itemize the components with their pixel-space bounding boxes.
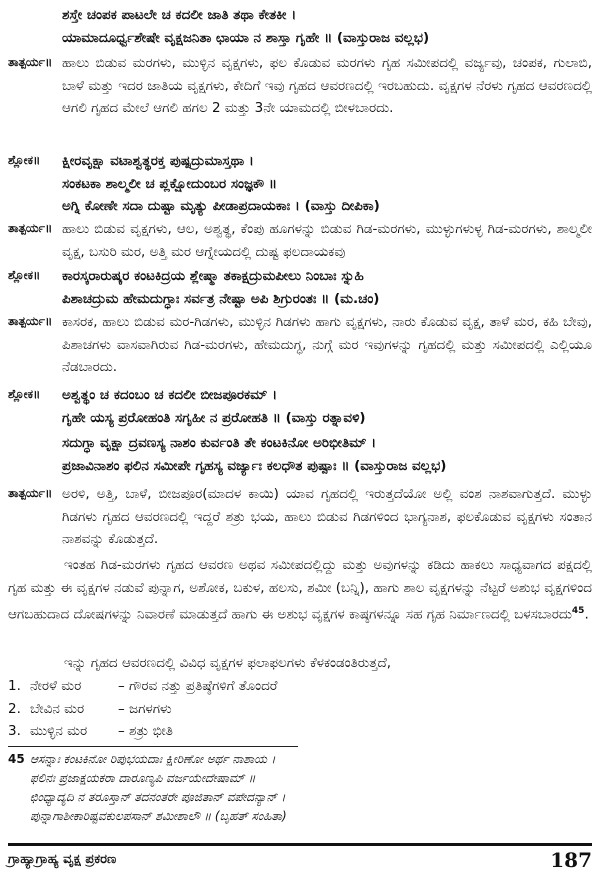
shloka-1 [0, 150, 592, 218]
footnote [8, 750, 287, 826]
tatparya-text: ಹಾಲು ಬಿಡುವ ವೃಕ್ಷಗಳು, ಆಲ, ಅಶ್ವತ್ಥ, ಕೆಂಪು ಹೂಗಳನ್ನು ಬಿಡುವ ಗಿಡ-ಮರಗಳು, ಮುಳ್ಳುಗಳುಳ್ಳ ಗಿಡ-ಮರಗಳು, ಶಾಲ್ಮಲೀ ವೃಕ್ಷ, ಬಸುರಿ ಮರ, ಅತ್ತಿ ಮರ ಆಗ್ನೇಯದಲ್ಲಿ ದುಷ್ಟ ಫಲದಾಯಕವು [62, 221, 592, 260]
verse-line: ಯಾಮಾದೂರ್ಧ್ವಶೇಷೇ ವೃಕ್ಷಜನಿತಾ ಛಾಯಾ ನ ಶಾಸ್ತಾ ಗೃಹೇ ॥ (ವಾಸ್ತುರಾಜ ವಲ್ಲಭ) [62, 29, 430, 46]
verse-line: ಪ್ರಜಾವಿನಾಶಂ ಫಲಿನ ಸಮೀಪೇ ಗೃಹಸ್ಯ ವರ್ಜ್ಯಾಃ ಕಲಧೌತ ಪುಷ್ಪಾಃ ॥ (ವಾಸ್ತುರಾಜ ವಲ್ಲಭ) [62, 457, 447, 474]
footnote-line: ಫಲಿನಃ ಪ್ರಜಾಕ್ಷಯಕರಾ ದಾರೂಣ್ಯಪಿ ವರ್ಜಯೇದೇಷಾಮ್ ॥ [30, 771, 256, 785]
verse-line: ಅಶ್ವತ್ಥಂ ಚ ಕದಂಬಂ ಚ ಕದಲೀ ಬೀಜಪೂರಕಮ್ । [62, 387, 278, 403]
footnote-line: ಛಿಂಧ್ಯಾದ್ಯದಿ ನ ತರೂಸ್ತಾನ್ ತದನಂತರೇ ಪೂಜಿತಾನ್ ವಪೇದನ್ಯಾನ್ । [30, 790, 286, 804]
tatparya-text: ಅರಳಿ, ಅತ್ತಿ, ಬಾಳೆ, ಬೀಜಪೂರ(ಮಾದಳ ಕಾಯಿ) ಯಾವ ಗೃಹದಲ್ಲಿ ಇರುತ್ತದೆಯೋ ಅಲ್ಲಿ ವಂಶ ನಾಶವಾಗುತ್ತದೆ. ಮುಳ್ಳು ಗಿಡಗಳು ಗೃಹದ ಆವರಣದಲ್ಲಿ ಇದ್ದರೆ ಶತ್ರು ಭಯ, ಹಾಲು ಬಿಡುವ ಗಿಡಗಳಿಂದ ಭಾಗ್ಯನಾಶ, ಫಲಕೊಡುವ ವೃಕ್ಷಗಳು ಸಂತಾನ ನಾಶವನ್ನು ಕೊಡುತ್ತದೆ. [62, 486, 592, 547]
paragraph-text: ಇಂತಹ ಗಿಡ-ಮರಗಳು ಗೃಹದ ಆವರಣ ಅಥವ ಸಮೀಪದಲ್ಲಿದ್ದು ಮತ್ತು ಅವುಗಳನ್ನು ಕಡಿದು ಹಾಕಲು ಸಾಧ್ಯವಾಗದ ಪಕ್ಷದಲ್ಲಿ ಗೃಹ ಮತ್ತು ಈ ವೃಕ್ಷಗಳ ನಡುವೆ ಪುನ್ನಾಗ, ಅಶೋಕ, ಬಕುಳ, ಹಲಸು, ಶಮೀ (ಬನ್ನಿ), ಹಾಗು ಶಾಲ ವೃಕ್ಷಗಳನ್ನು ನೆಟ್ಟರೆ ಅಶುಭ ವೃಕ್ಷಗಳಿಂದ ಆಗಬಹುದಾದ ದೋಷಗಳನ್ನು ನಿವಾರಣೆ ಮಾಡುತ್ತದೆ ಹಾಗು ಈ ಅಶುಭ ವೃಕ್ಷಗಳ ಕಾಷ್ಠಗಳನ್ನೂ ಸಹ ಗೃಹ ನಿರ್ಮಾಣದಲ್ಲಿ ಬಳಸಬಾರದು [8, 557, 592, 623]
list-item [8, 723, 277, 746]
verse-line: ಪಿಶಾಚದ್ರುಮ ಹೇಮದುಗ್ಧಾಃ ಸರ್ವತ್ರ ನೇಷ್ಟಾ ಅಪಿ ಶಿಗ್ರುರಂತಃ ॥ (ಮ.ಚಂ) [62, 290, 380, 307]
shloka-2 [0, 265, 592, 310]
verse-line: ಕಾರಸ್ಕರಾರುಷ್ಕರ ಕಂಟಕಿದ್ರಯ ಶ್ಲೇಷ್ಮಾ ತಕಾಕ್ಷದ್ರುಮಪೀಲು ನಿಂಬಾಃ ಸ್ನುಹಿ [62, 268, 364, 284]
chapter-title: ಗ್ರಾಹ್ಯಾಗ್ರಾಹ್ಯ ವೃಕ್ಷ ಪ್ರಕರಣ [8, 852, 117, 867]
tatparya-1 [0, 52, 592, 120]
footer-divider [8, 843, 592, 846]
page-number: 187 [550, 848, 592, 872]
shloka-3 [0, 384, 592, 477]
tatparya-2 [0, 218, 592, 263]
paragraph-intro: ಇನ್ನು ಗೃಹದ ಆವರಣದಲ್ಲಿ ವಿವಿಧ ವೃಕ್ಷಗಳ ಫಲಾಫಲಗಳು ಕೆಳಕಂಡಂತಿರುತ್ತದೆ, [64, 655, 392, 671]
tatparya-label: ತಾತ್ಪರ್ಯ॥ [8, 486, 53, 500]
verse-line: ಸದುಗ್ಧಾ ವೃಕ್ಷಾ ದ್ರವಣಸ್ಯ ನಾಶಂ ಕುರ್ವಂತಿ ತೇ ಕಂಟಕಿನೋ ಅರಿಭೀತಿಮ್ । [62, 435, 377, 451]
footnote-divider [8, 746, 298, 747]
item-number: 1. [8, 678, 21, 694]
list-item [8, 678, 277, 701]
tatparya-text: ಕಾಸರಕ, ಹಾಲು ಬಿಡುವ ಮರ-ಗಿಡಗಳು, ಮುಳ್ಳಿನ ಗಿಡಗಳು ಹಾಗು ವೃಕ್ಷಗಳು, ನಾರು ಕೊಡುವ ವೃಕ್ಷ, ತಾಳೆ ಮರ, ಕಹಿ ಬೇವು, ಪಿಶಾಚಗಳು ವಾಸವಾಗಿರುವ ಗಿಡ-ಮರಗಳು, ಹೇಮದುಗ್ಧ, ನುಗ್ಗೆ ಮರ ಇವುಗಳನ್ನು ಗೃಹದಲ್ಲಿ ಮತ್ತು ಸಮೀಪದಲ್ಲಿ ಎಲ್ಲಿಯೂ ನೆಡಬಾರದು. [62, 314, 592, 375]
tree-effect: – ಗೌರವ ನತ್ತು ಪ್ರತಿಷ್ಠೆಗಳಿಗೆ ತೊಂದರೆ [118, 678, 278, 694]
tatparya-text: ಹಾಲು ಬಿಡುವ ಮರಗಳು, ಮುಳ್ಳಿನ ವೃಕ್ಷಗಳು, ಫಲ ಕೊಡುವ ಮರಗಳು ಗೃಹ ಸಮೀಪದಲ್ಲಿ ವರ್ಜ್ಯವು, ಚಂಪಕ, ಗುಲಾಬಿ, ಬಾಳೆ ಮತ್ತು ಇದರ ಜಾತಿಯ ವೃಕ್ಷಗಳು, ಕೇದಿಗೆ ಇವು ಗೃಹದ ಆವರಣದಲ್ಲಿ ಇರಬಹುದು. ವೃಕ್ಷಗಳ ನೆರಳು ಗೃಹದ ಆವರಣದಲ್ಲಿ ಆಗಲಿ ಗೃಹದ ಮೇಲೆ ಆಗಲಿ ಹಗಲ 2 ಮತ್ತು 3ನೇ ಯಾಮದಲ್ಲಿ ಬೀಳಬಾರದು. [62, 55, 592, 116]
tree-effect: – ಜಗಳಗಳು [118, 700, 172, 717]
tatparya-4 [0, 483, 592, 551]
verse-line: ಅಗ್ನಿ ಕೋಣೇ ಸದಾ ದುಷ್ಟಾ ಮೃತ್ಯು ಪೀಡಾಪ್ರದಾಯಕಾಃ । (ವಾಸ್ತು ದೀಪಿಕಾ) [62, 198, 380, 214]
list-item [8, 701, 277, 724]
verse-line: ಗೃಹೇ ಯಸ್ಯ ಪ್ರರೋಹಂತಿ ಸಗೃಹೀ ನ ಪ್ರರೋಹತಿ ॥ (ವಾಸ್ತು ರತ್ನಾವಳಿ) [62, 409, 366, 426]
effects-list [8, 678, 277, 746]
tatparya-label: ತಾತ್ಪರ್ಯ॥ [8, 221, 53, 235]
shloka-label: ಶ್ಲೋಕ॥ [8, 153, 41, 167]
footnote-ref: 45 [571, 606, 585, 616]
shloka-label: ಶ್ಲೋಕ॥ [8, 387, 41, 401]
item-number: 3. [8, 723, 21, 739]
footnote-number: 45 [8, 752, 25, 766]
tree-effect: – ಶತ್ರು ಭೀತಿ [118, 723, 173, 739]
verse-line: ಕ್ಷೀರವೃಕ್ಷಾ ವಟಾಶ್ವತ್ಥರಕ್ತ ಪುಷ್ಪದ್ರುಮಾಸ್ತಥಾ । [62, 153, 254, 169]
verse-block-1 [0, 4, 592, 49]
footnote-line: ಆಸನ್ನಾಃ ಕಂಟಕಿನೋ ರಿಪುಭಯದಾಃ ಕ್ಷೀರಿಣೋ ಅರ್ಥ ನಾಶಾಯ । [30, 752, 276, 766]
tree-name: ಬೇವಿನ ಮರ [30, 700, 85, 717]
tatparya-label: ತಾತ್ಪರ್ಯ॥ [8, 55, 53, 69]
verse-line: ಸಂಕಟಕಾ ಶಾಲ್ಮಲೀ ಚ ಪ್ಲಕ್ಷೋದುಂಬರ ಸಂಜ್ಞಕೌ ॥ [62, 175, 278, 192]
paragraph-remedy: ಇಂತಹ ಗಿಡ-ಮರಗಳು ಗೃಹದ ಆವರಣ ಅಥವ ಸಮೀಪದಲ್ಲಿದ್ದು ಮತ್ತು ಅವುಗಳನ್ನು ಕಡಿದು ಹಾಕಲು ಸಾಧ್ಯವಾಗದ ಪಕ್ಷದಲ್ಲಿ ಗೃಹ ಮತ್ತು ಈ ವೃಕ್ಷಗಳ ನಡುವೆ ಪುನ್ನಾಗ, ಅಶೋಕ, ಬಕುಳ, ಹಲಸು, ಶಮೀ (ಬನ್ನಿ), ಹಾಗು ಶಾಲ ವೃಕ್ಷಗಳನ್ನು ನೆಟ್ಟರೆ ಅಶುಭ ವೃಕ್ಷಗಳಿಂದ ಆಗಬಹುದಾದ ದೋಷಗಳನ್ನು ನಿವಾರಣೆ ಮಾಡುತ್ತದೆ ಹಾಗು ಈ ಅಶುಭ ವೃಕ್ಷಗಳ ಕಾಷ್ಠಗಳನ್ನೂ ಸಹ ಗೃಹ ನಿರ್ಮಾಣದಲ್ಲಿ ಬಳಸಬಾರದು$^{45}$. [8, 557, 592, 623]
verse-line: ಶಸ್ತೇ ಚಂಪಕ ಪಾಟಲೇ ಚ ಕದಲೀ ಜಾತಿ ತಥಾ ಕೇತಕೀ । [62, 7, 297, 23]
tree-name: ಮುಳ್ಳಿನ ಮರ [30, 723, 88, 739]
footnote-line: ಪುನ್ನಾಗಾಶೀಕಾರಿಷ್ಟವಕುಲಪಸಾನ್ ಶಮೀಶಾಲೌ ॥ (ಬೃಹತ್ ಸಂಹಿತಾ) [30, 809, 287, 823]
tree-name: ನೇರಳೆ ಮರ [30, 678, 82, 694]
tatparya-label: ತಾತ್ಪರ್ಯ॥ [8, 314, 53, 328]
item-number: 2. [8, 700, 21, 717]
shloka-label: ಶ್ಲೋಕ॥ [8, 268, 41, 282]
tatparya-3 [0, 311, 592, 379]
